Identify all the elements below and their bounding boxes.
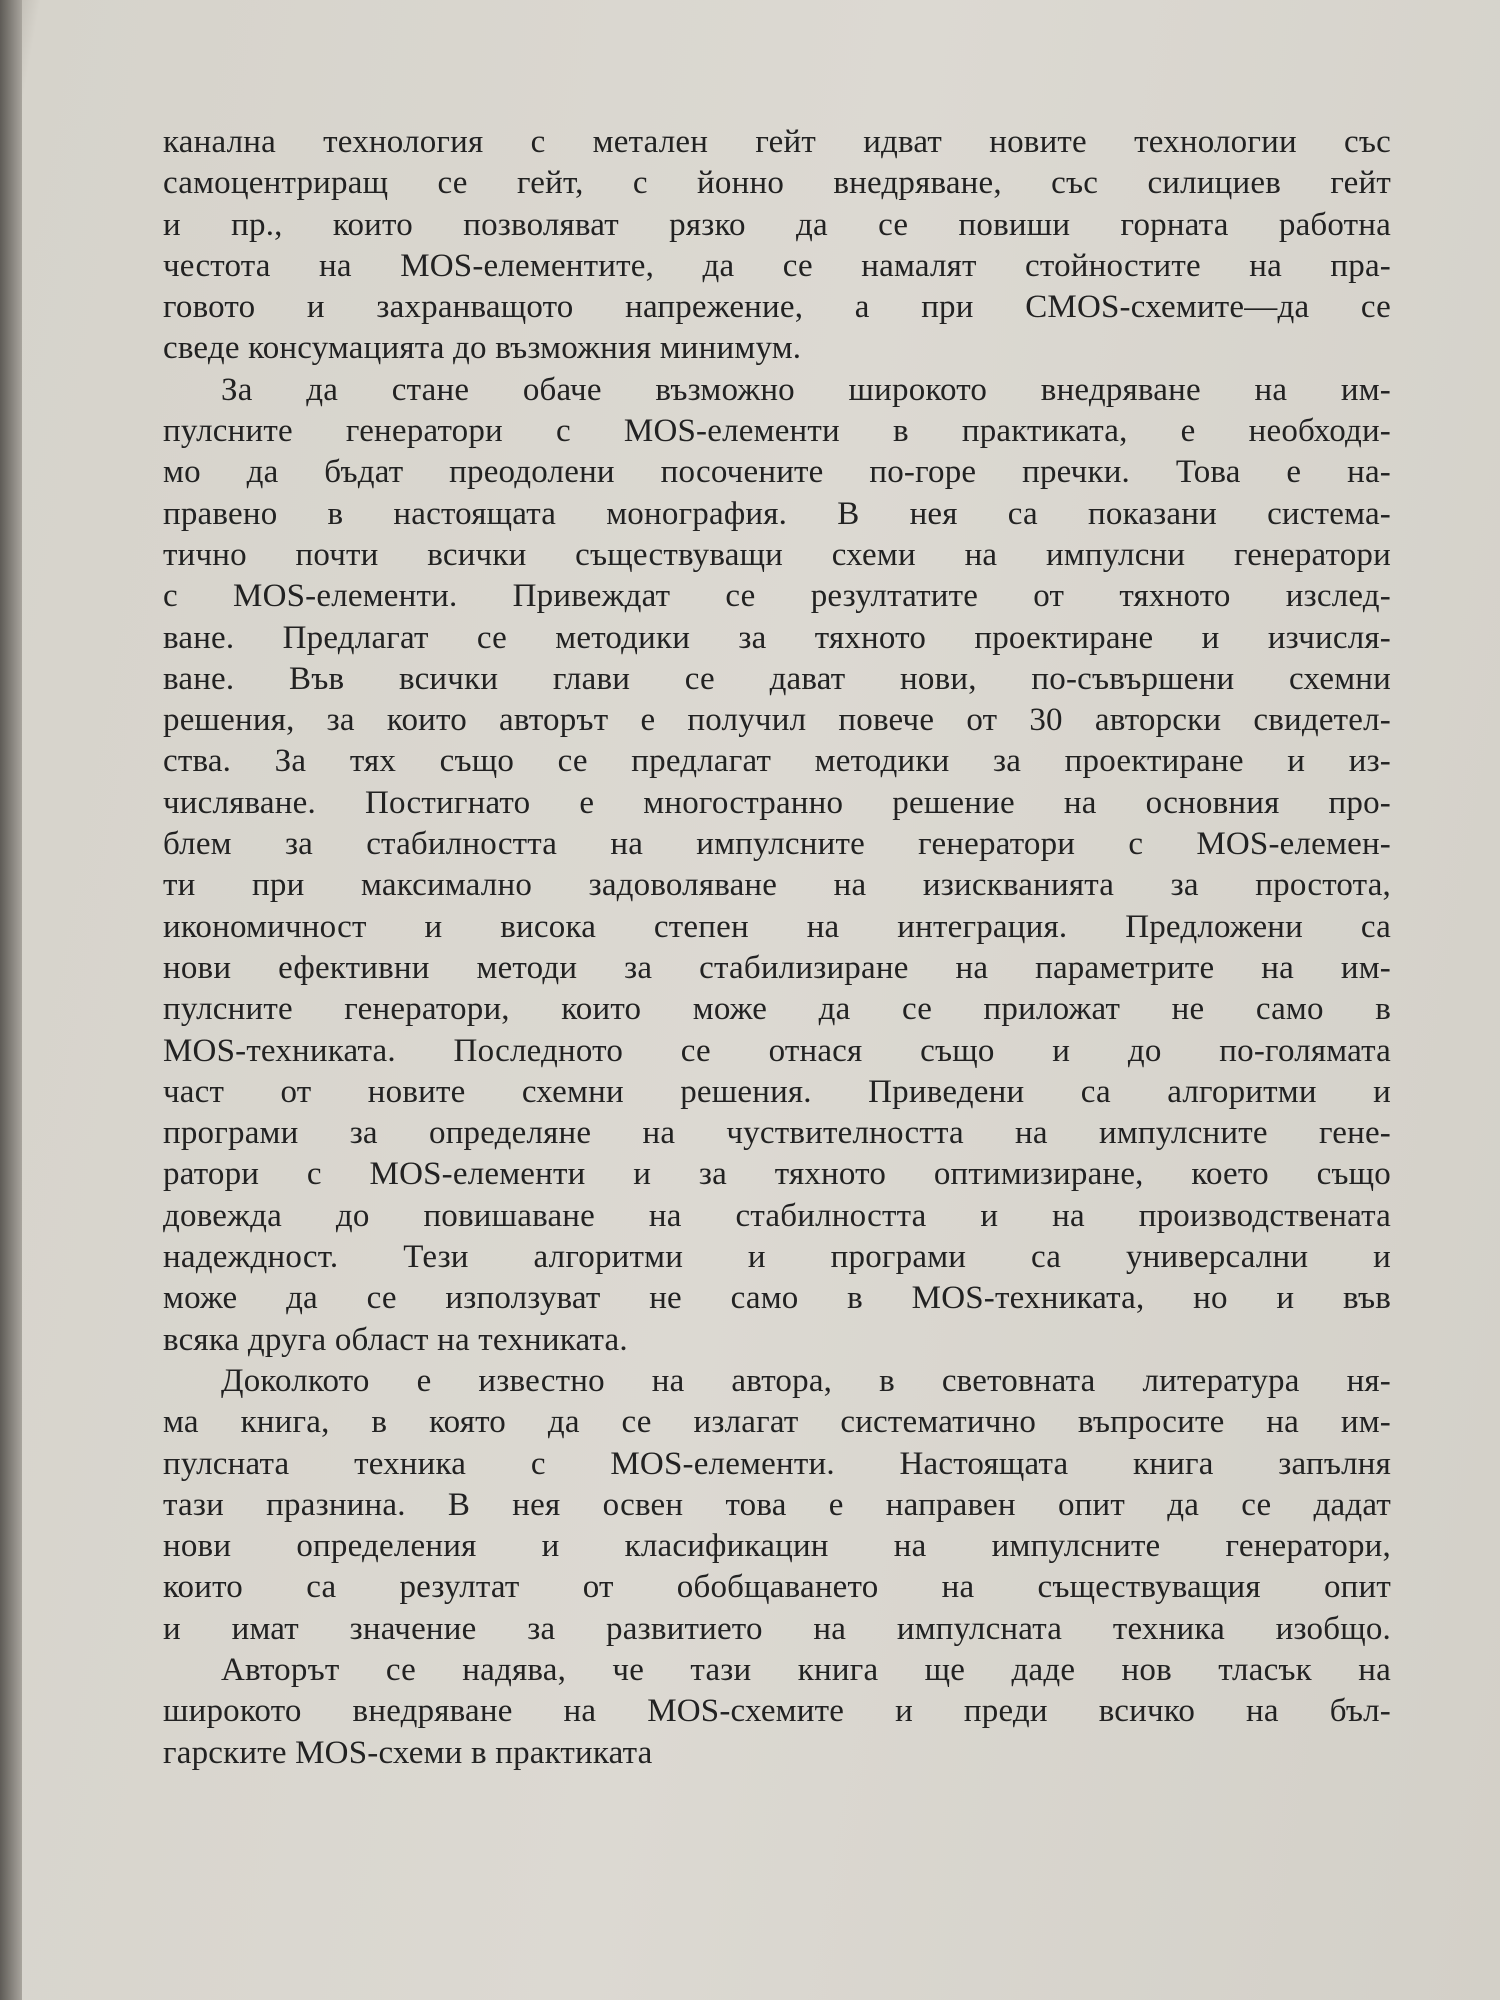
text-line: част от новите схемни решения. Приведени са алгоритми и — [163, 1073, 1391, 1110]
text-line: пулсната техника с MOS-елементи. Настоящата книга запълня — [163, 1445, 1391, 1482]
text-line: нови определения и класификацин на импулсните генератори, — [163, 1528, 1391, 1565]
text-line: блем за стабилността на импулсните генератори с MOS-елемен- — [163, 826, 1391, 863]
text-line: За да стане обаче възможно широкото внедряване на им- — [221, 371, 1391, 408]
text-line: решения, за които авторът е получил повече от 30 авторски свидетел- — [163, 702, 1391, 739]
text-line: ства. За тях също се предлагат методики за проектиране и из- — [163, 743, 1391, 780]
text-line: Авторът се надява, че тази книга ще даде нов тласък на — [221, 1651, 1391, 1688]
text-line: Доколкото е известно на автора, в световната литература ня- — [221, 1362, 1391, 1399]
text-line: ване. Във всички глави се дават нови, по-съвършени схемни — [163, 660, 1391, 697]
text-line: сведе консумацията до възможния минимум. — [163, 330, 802, 367]
text-line: и имат значение за развитието на импулсната техника изобщо. — [163, 1610, 1391, 1647]
text-line: пулсните генератори с MOS-елементи в практиката, е необходи- — [163, 413, 1391, 450]
text-line: мо да бъдат преодолени посочените по-горе пречки. Това е на- — [163, 454, 1391, 491]
book-gutter-shadow — [0, 0, 22, 2000]
text-line: с MOS-елементи. Привеждат се резултатите от тяхното изслед- — [163, 578, 1391, 615]
text-line: ти при максимално задоволяване на изискванията за простота, — [163, 867, 1391, 904]
text-line: канална технология с метален гейт идват новите технологии със — [163, 124, 1391, 160]
text-line: всяка друга област на техниката. — [163, 1321, 628, 1358]
text-line: пулсните генератори, които може да се приложат не само в — [163, 991, 1391, 1028]
text-line: които са резултат от обобщаването на съществуващия опит — [163, 1569, 1391, 1606]
text-line: икономичност и висока степен на интеграция. Предложени са — [163, 908, 1391, 945]
text-line: ма книга, в която да се излагат систематично въпросите на им- — [163, 1404, 1391, 1441]
text-line: MOS-техниката. Последното се отнася също и до по-голямата — [163, 1032, 1391, 1069]
text-line: самоцентриращ се гейт, с йонно внедряване, със силициев гейт — [163, 165, 1391, 202]
text-line: тично почти всички съществуващи схеми на импулсни генератори — [163, 536, 1391, 573]
text-line: ване. Предлагат се методики за тяхното проектиране и изчисля- — [163, 619, 1391, 656]
text-line: правено в настоящата монография. В нея са показани система- — [163, 495, 1391, 532]
text-line: и пр., които позволяват рязко да се повиши горната работна — [163, 206, 1391, 243]
page-body-text — [163, 122, 1391, 1774]
text-line: числяване. Постигнато е многостранно решение на основния про- — [163, 784, 1391, 821]
text-line: нови ефективни методи за стабилизиране на параметрите на им- — [163, 949, 1391, 986]
text-line: надеждност. Тези алгоритми и програми са универсални и — [163, 1239, 1391, 1276]
text-line: гарските MOS-схеми в практиката — [163, 1734, 653, 1771]
text-line: програми за определяне на чуствителността на импулсните гене- — [163, 1115, 1391, 1152]
text-line: може да се използуват не само в MOS-техниката, но и във — [163, 1280, 1391, 1317]
text-line: честота на MOS-елементите, да се намалят стойностите на пра- — [163, 247, 1391, 284]
text-line: довежда до повишаване на стабилността и на производствената — [163, 1197, 1391, 1234]
text-line: тази празнина. В нея освен това е направен опит да се дадат — [163, 1486, 1391, 1523]
text-line: говото и захранващото напрежение, а при CMOS-схемите—да се — [163, 289, 1391, 326]
text-line: широкото внедряване на MOS-схемите и преди всичко на бъл- — [163, 1693, 1391, 1730]
text-line: ратори с MOS-елементи и за тяхното оптимизиране, което също — [163, 1156, 1391, 1193]
